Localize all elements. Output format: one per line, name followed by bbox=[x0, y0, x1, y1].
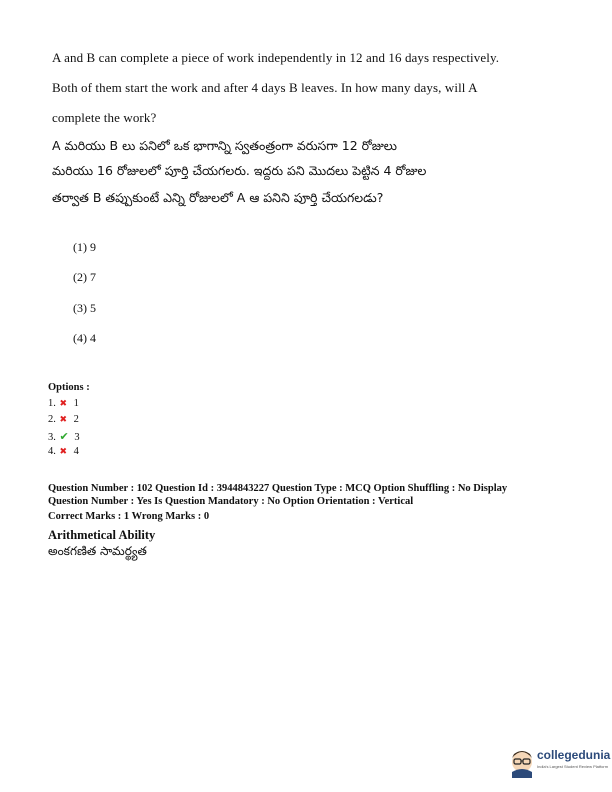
brand-name: collegedunia bbox=[537, 748, 611, 762]
answer-choice: (2) 7 bbox=[73, 270, 96, 284]
brand-tagline: India's Largest Student Review Platform bbox=[537, 764, 609, 769]
correct-check-icon: ✔ bbox=[59, 430, 69, 443]
wrong-cross-icon: ✖ bbox=[59, 447, 68, 457]
option-item bbox=[48, 430, 80, 443]
option-number: 2. bbox=[48, 414, 56, 425]
option-value: 2 bbox=[73, 414, 79, 425]
option-value: 1 bbox=[73, 398, 79, 409]
section-title-telugu: అంకగణిత సామర్థ్యత bbox=[48, 544, 147, 558]
question-telugu-line: తర్వాత B తప్పుకుంటే ఎన్ని రోజులలో A ఆ పనిని పూర్తి చేయగలడు? bbox=[52, 190, 384, 205]
question-telugu-line: A మరియు B లు పనిలో ఒక భాగాన్ని స్వతంత్రంగా వరుసగా 12 రోజులు bbox=[52, 138, 397, 153]
option-number: 3. bbox=[48, 432, 56, 443]
option-item bbox=[48, 446, 79, 457]
option-value: 3 bbox=[74, 432, 80, 443]
options-title: Options : bbox=[48, 382, 90, 393]
question-english-line: A and B can complete a piece of work independently in 12 and 16 days respectively. bbox=[52, 50, 500, 65]
option-item bbox=[48, 414, 79, 425]
option-number: 4. bbox=[48, 446, 56, 457]
wrong-cross-icon: ✖ bbox=[59, 399, 68, 409]
section-title-english: Arithmetical Ability bbox=[48, 528, 156, 542]
option-value: 4 bbox=[73, 446, 79, 457]
wrong-cross-icon: ✖ bbox=[59, 415, 68, 425]
question-meta-line: Question Number : Yes Is Question Mandatory : No Option Orientation : Vertical bbox=[48, 496, 414, 507]
option-number: 1. bbox=[48, 398, 56, 409]
answer-choice: (1) 9 bbox=[73, 240, 96, 254]
option-item bbox=[48, 398, 79, 409]
answer-choice: (4) 4 bbox=[73, 331, 96, 345]
question-english-line: complete the work? bbox=[52, 110, 157, 125]
question-telugu-line: మరియు 16 రోజులలో పూర్తి చేయగలరు. ఇద్దరు పని మొదలు పెట్టిన 4 రోజుల bbox=[52, 163, 427, 178]
question-meta-line: Correct Marks : 1 Wrong Marks : 0 bbox=[48, 511, 210, 522]
question-meta-line: Question Number : 102 Question Id : 3944843227 Question Type : MCQ Option Shuffling : No Display bbox=[48, 483, 508, 494]
question-english-line: Both of them start the work and after 4 days B leaves. In how many days, will A bbox=[52, 80, 478, 95]
answer-choice: (3) 5 bbox=[73, 301, 96, 315]
